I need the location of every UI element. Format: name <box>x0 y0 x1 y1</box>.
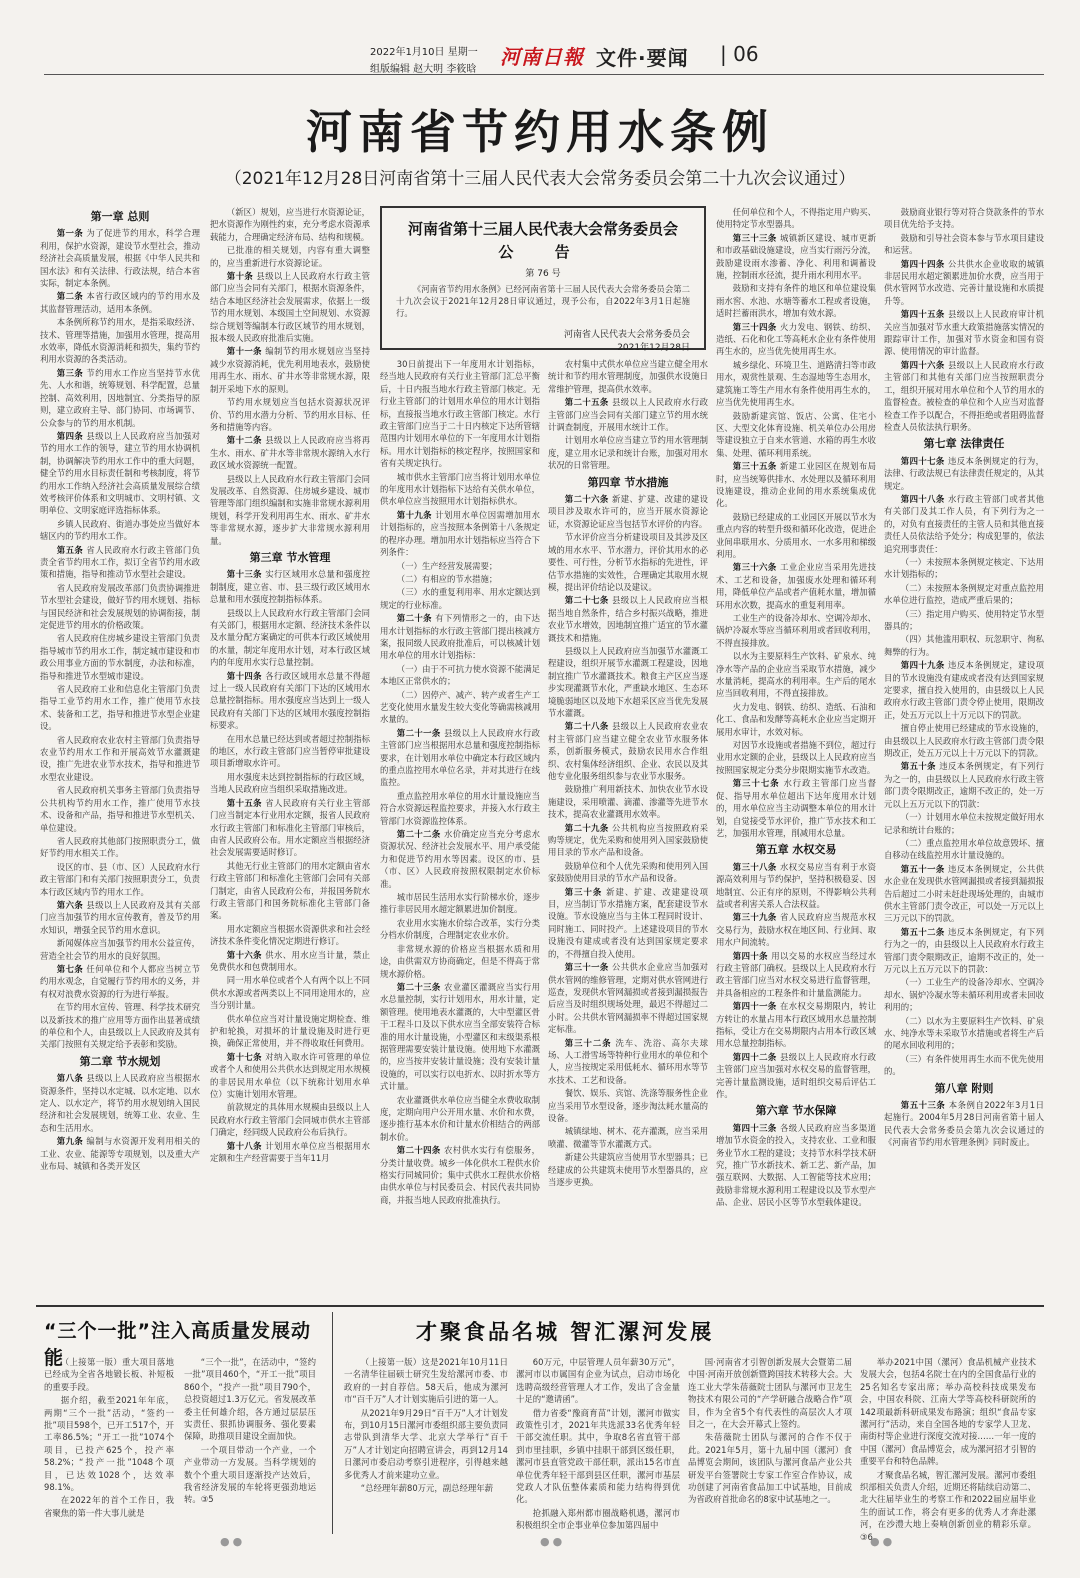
article-paragraph: 工业生产的设备冷却水、空调冷却水、锅炉冷凝水等应当循环利用或者回收利用，不得直接排放。 <box>716 613 876 648</box>
article-paragraph: 第二十一条 县级以上人民政府水行政主管部门应当根据用水总量和强度控制指标要求，在计划用水单位中确定本行政区域内的重点监控用水单位名录，并对其进行在线监控。 <box>380 727 541 788</box>
article-paragraph: 供水单位应当对计量设施定期检查、维护和轮换，对损坏的计量设施及时进行更换，确保正常使用，并不得收取任何费用。 <box>210 1013 370 1049</box>
article-number: 第八条 <box>56 1073 87 1084</box>
article-number: 第十五条 <box>226 797 266 808</box>
article-paragraph: 第十五条 省人民政府有关行业主管部门应当制定本行业用水定额，报省人民政府水行政主管部门和标准化主管部门审核后，由省人民政府公布。用水定额应当根据经济社会发展需要适时修订。 <box>210 797 371 858</box>
page-number-value: 06 <box>733 42 759 66</box>
article-number: 第二十二条 <box>396 829 444 840</box>
article-number: 第四十三条 <box>732 1122 780 1133</box>
article-paragraph: 乡镇人民政府、街道办事处应当做好本辖区内的节约用水工作。 <box>40 518 200 542</box>
article-paragraph: 县级以上人民政府应当加强节水灌溉工程建设，组织开展节水灌溉工程建设，因地制宜推广节水灌溉技术。粮食主产区应当逐步实现灌溉节水化，严重缺水地区、生态环境脆弱地区以及地下水超采区应当优先发展节水灌溉。 <box>548 645 708 718</box>
article-number: 第四十五条 <box>900 309 948 320</box>
chapter-heading: 第三章 节水管理 <box>249 550 331 564</box>
article-paragraph: 第四十条 用以交易的水权应当经过水行政主管部门确权。县级以上人民政府水行政主管部门应当对水权交易进行监督管理，并具备相应的工程条件和计量监测能力。 <box>716 950 877 998</box>
article-paragraph: 第十一条 编制节约用水规划应当坚持减少水资源消耗，优先利用地表水，鼓励使用再生水、雨水、矿井水等非常规水源，限制开采地下水的原则。 <box>210 346 371 394</box>
article-number: 第六条 <box>56 899 87 910</box>
article-paragraph: 第五十三条 本条例自2022年3月1日起施行。2004年5月28日河南省第十届人民代表大会常务委员会第九次会议通过的《河南省节约用水管理条例》同时废止。 <box>884 1100 1044 1148</box>
article-paragraph: 节水评价应当分析建设项目及其涉及区域的用水水平、节水潜力，评价其用水的必要性、可行性，分析节水指标的先进性，评估节水措施的实效性，合理确定其取用水规模，提出评价结论以及建议。 <box>548 532 708 592</box>
article-paragraph: （一）未按照本条例规定核定、下达用水计划指标的； <box>884 556 1044 580</box>
footer-dots: ●● <box>870 1535 896 1548</box>
article-number: 第四十一条 <box>732 1001 780 1012</box>
footer-dots: ●● <box>220 1535 246 1548</box>
article-paragraph: 第二十五条 县级以上人民政府水行政主管部门应当会同有关部门建立节约用水统计调查制度，开展用水统计工作。 <box>548 397 709 433</box>
article-paragraph: （三）有条件使用再生水而不优先使用的。 <box>884 1053 1044 1077</box>
article-number: 第五十一条 <box>900 863 948 874</box>
article-paragraph: 非常规水源的价格应当根据水质和用途，由供需双方协商确定，但是不得高于常规水源价格。 <box>380 943 540 979</box>
article-paragraph: 第十六条 供水、用水应当计量，禁止免费供水和包费制用水。 <box>210 949 371 972</box>
article-paragraph: 节约用水规划应当包括水资源状况评价、节约用水潜力分析、节约用水目标、任务和措施等内容。 <box>210 397 370 432</box>
article-number: 第五十三条 <box>900 1100 949 1111</box>
article-number: 第三十三条 <box>732 232 780 243</box>
article-number: 第三十四条 <box>732 321 780 332</box>
article-paragraph: 火力发电、钢铁、纺织、造纸、石油和化工、食品和发酵等高耗水企业应当定期开展用水审计，水效对标。 <box>716 701 876 737</box>
story-2-column-3 <box>688 1356 852 1526</box>
article-paragraph: 第十八条 计划用水单位应当根据用水定额和生产经营需要于当年11月 <box>210 1140 371 1164</box>
article-number: 第二十四条 <box>396 1145 444 1156</box>
article-number: 第五条 <box>56 544 87 555</box>
article-paragraph: 第五十二条 违反本条例规定，有下列行为之一的，由县级以上人民政府水行政主管部门责令限期改正，逾期不改正的，处一万元以上五万元以下的罚款： <box>884 926 1045 974</box>
headline: 河南省节约用水条例 <box>306 105 774 159</box>
article-paragraph: 前款规定的具体用水规模由县级以上人民政府水行政主管部门会同城市供水主管部门确定，经同级人民政府公布后执行。 <box>210 1102 370 1138</box>
article-number: 第二十六条 <box>564 494 612 505</box>
article-paragraph: 城市居民生活用水实行阶梯水价，逐步推行非居民用水超定额累进加价制度。 <box>380 892 540 915</box>
article-paragraph: 第九条 编制与水资源开发利用相关的工业、农业、能源等专项规划，以及重大产业布局、城镇和各类开发区 <box>40 1136 201 1172</box>
header-rule <box>44 74 1044 75</box>
story-paragraph: （上接第一版）这是2021年10月11日一名清华往届硕士研究生发给漯河市委、市政府的一封自荐信。58天后，他成为漯河市“百千万”人才计划实施后引进的第一人。 <box>344 1357 508 1405</box>
story-paragraph: 举办2021中国（漯河）食品机械产业技术发展大会，包括4名院士在内的全国食品行业的25名知名专家出席；举办高校科技成果发布会，中国农科院、江南大学等高校科研院所的142项最新科研成果发布路演；组织“食品专家漯河行”活动，来自全国各地的专家学人卫龙、南街村等企业进行深度交流对接……一年一度的中国（漯河）食品博览会，成为漯河招才引智的重要平台和特色品牌。 <box>860 1357 1036 1467</box>
article-number: 第一条 <box>56 228 87 239</box>
article-paragraph: 第三十七条 水行政主管部门应当督促、指导用水单位超出下达年度用水计划的，用水单位应当主动调整本单位的用水计划，自觉接受节水评价，推广节水技术和工艺，加强用水管理，削减用水总量。 <box>716 778 876 838</box>
article-paragraph: （四）其他滥用职权、玩忽职守、徇私舞弊的行为。 <box>884 634 1044 657</box>
article-paragraph: 第十三条 实行区域用水总量和强度控制制度，建立省、市、县三级行政区域用水总量和用水强度控制指标体系。 <box>210 569 371 605</box>
article-paragraph: 第二十八条 县级以上人民政府农业农村主管部门应当建立健全农业节水服务体系，创新服务模式，鼓励农民用水合作组织、农村集体经济组织、企业、农民以及其他专业化服务组织参与农业节水服务。 <box>548 721 709 781</box>
article-number: 第三十一条 <box>564 962 612 973</box>
article-number: 第四十四条 <box>900 258 948 269</box>
story-paragraph: 才聚食品名城，智汇漯河发展。漯河市委组织部相关负责人介绍，近期还将陆续启动第二、北大往届毕业生的考察工作和2022届应届毕业生的面试工作，将会有更多的优秀人才奔赴漯河，在沙澧大地上奏响创新创业的精彩乐章。③6 <box>860 1469 1036 1542</box>
article-paragraph: 第二十二条 水价确定应当充分考虑水资源状况、经济社会发展水平、用户承受能力和促进节约用水等因素。设区的市、县（市、区）人民政府按照权限制定水价标准。 <box>380 829 541 889</box>
article-paragraph: 第十四条 各行政区域用水总量不得超过上一级人民政府有关部门下达的区域用水总量控制指标。用水强度应当达到上一级人民政府有关部门下达的区域用水强度控制指标要求。 <box>210 670 371 731</box>
article-paragraph: 第三十三条 城镇新区建设、城市更新和市政基础设施建设，应当实行雨污分流，鼓励建设雨水渗蓄、净化、利用和调蓄设施，控制雨水径流，提升雨水利用水平。 <box>716 232 877 281</box>
article-paragraph: 第五十一条 违反本条例规定，公共供水企业在发现供水管网漏损或者接到漏损报告后超过二小时未赶赴现场处理的，由城市供水主管部门责令改正，可以处一万元以上三万元以下的罚款。 <box>884 863 1045 924</box>
article-number: 第三十条 <box>564 886 607 897</box>
article-paragraph: 省人民政府发展改革部门负责协调推进节水型社会建设，做好节约用水规划、指标与国民经济和社会发展规划的协调衔接，制定促进节约用水的价格政策。 <box>40 582 200 630</box>
chapter-heading: 第七章 法律责任 <box>923 437 1005 451</box>
article-paragraph: 同一用水单位或者个人有两个以上不同供水水源或者两类以上不同用途用水的，应当分别计量。 <box>210 975 370 1011</box>
story-1-headline: “三个一批”注入高质量发展动能 <box>44 1320 311 1369</box>
article-paragraph: 第四十二条 县级以上人民政府水行政主管部门应当加强对水权交易的监督管理，完善计量监测设施，适时组织交易后评估工作。 <box>716 1051 877 1100</box>
article-paragraph: （一）生产经营发展需要； <box>396 560 498 571</box>
announcement-org: 河南省第十三届人民代表大会常务委员会 <box>407 220 678 238</box>
article-paragraph: 第十二条 县级以上人民政府应当将再生水、雨水、矿井水等非常规水源纳入水行政区域水资源统一配置。 <box>210 435 371 471</box>
article-paragraph: 在节约用水宣传、管理、科学技术研究以及新技术的推广应用等方面作出显著成绩的单位和个人，由县级以上人民政府及其有关部门按照有关规定给予表彰和奖励。 <box>40 1002 200 1050</box>
article-paragraph: 餐饮、娱乐、宾馆、洗涤等服务性企业应当采用节水型设备，逐步淘汰耗水量高的设备。 <box>548 1088 708 1123</box>
article-paragraph: 第八条 县级以上人民政府应当根据水资源条件，坚持以水定城、以水定地、以水定人、以水定产，将节约用水规划纳入国民经济和社会发展规划，统筹工业、农业、生态和生活用水。 <box>40 1073 201 1133</box>
article-number: 第五十条 <box>900 761 940 772</box>
article-paragraph: （二）未按照本条例规定对重点监控用水单位进行监控，造成严重后果的； <box>884 582 1044 606</box>
article-paragraph: 第二十四条 农村供水实行有偿服务，分类计量收费。城乡一体化供水工程供水价格实行同城同价；集中式供水工程供水价格由供水单位与村民委员会、村民代表共同协商，并报当地人民政府批准执行。 <box>380 1145 541 1205</box>
article-paragraph: 第四十七条 违反本条例规定的行为，法律、行政法规已有法律责任规定的，从其规定。 <box>884 455 1045 491</box>
article-paragraph: 在用水总量已经达到或者超过控制指标的地区，水行政主管部门应当暂停审批建设项目新增取水许可。 <box>210 733 370 769</box>
article-paragraph: （三）指定用户购买、使用特定节水型器具的； <box>884 608 1044 631</box>
announcement-kind: 公 告 <box>498 243 588 261</box>
article-paragraph: 省人民政府机关事务主管部门负责指导公共机构节约用水工作，推广使用节水技术、设备和产品，指导和推进节水型机关、单位建设。 <box>40 785 200 833</box>
article-paragraph: 第三十一条 公共供水企业应当加强对供水管网的维修管理，定期对供水管网进行巡查，发现供水管网漏损或者接到漏损报告后应当及时组织规场处理，最迟不得超过二小时。公共供水管网漏损率不得超过国家规定标准。 <box>548 962 709 1035</box>
story-paragraph: 朱蓓薇院士团队与漯河的合作不仅于此。2021年5月，第十九届中国（漯河）食品博览会期间，该团队与漯河食品产业公共研发平台签署院士专家工作室合作协议，成功创建了河南省食品加工中试基地，目前成为省政府首批命名的8家中试基地之一。 <box>688 1432 852 1505</box>
article-paragraph: 第三十六条 工业企业应当采用先进技术、工艺和设备，加强废水处理和循环利用，降低单位产品或者产值耗水量，增加循环用水次数，提高水的重复利用率。 <box>716 562 877 610</box>
story-paragraph: 国·河南省才引智创新发展大会暨第二届中国·河南开放创新暨跨国技术转移大会。大连工业大学朱蓓薇院士团队与漯河市卫龙生物技术有限公司的“产学研融合战略合作”项目，作为全省5个有代表性的高层次人才项目之一，在大会开幕式上签约。 <box>688 1357 852 1430</box>
sub-headline: （2021年12月28日河南省第十三届人民代表大会常务委员会第二十九次会议通过） <box>224 169 856 189</box>
article-number: 第十八条 <box>226 1140 266 1151</box>
page-editors: 组版编辑 赵大明 李筱晗 <box>370 64 477 75</box>
article-paragraph: 农业用水实施水价综合改革，实行分类分档水价制度，合理制定农业水价。 <box>380 917 540 941</box>
article-paragraph: 第四十九条 违反本条例规定，建设项目的节水设施没有建成或者没有达到国家规定要求，擅自投入使用的，由县级以上人民政府水行政主管部门责令停止使用，限期改正，处五万元以上十万元以下的罚款。 <box>884 660 1045 720</box>
story-2-column-2 <box>516 1356 680 1531</box>
article-paragraph: 设区的市、县（市、区）人民政府水行政主管部门和有关部门按照职责分工，负责本行政区域内节约用水工作。 <box>40 861 200 897</box>
story-2-headline: 才聚食品名城 智汇漯河发展 <box>416 1320 715 1344</box>
article-paragraph: 鼓励单位和个人优先采购和使用列入国家鼓励使用目录的节水产品和设备。 <box>548 860 708 884</box>
article-paragraph: 鼓励已经建成的工业园区开展以节水为重点内容的转型升级和循环化改造，促进企业间串联用水、分质用水、一水多用和梯级利用。 <box>716 511 876 559</box>
section-name: 文件·要闻 <box>596 46 689 70</box>
newspaper-logo: 河南日報 <box>500 45 584 69</box>
story-paragraph: （上接第一版）重大项目落地已经成为全省各地锻长板、补短板的重要手段。 <box>44 1357 174 1392</box>
article-number: 第二条 <box>56 291 87 302</box>
article-paragraph: （二）因停产、减产、转产或者生产工艺变化使用水量发生较大变化等确需核减用水量的。 <box>380 689 540 725</box>
article-number: 第十二条 <box>226 435 266 446</box>
article-paragraph: 计划用水单位应当建立节约用水管理制度，建立用水记录和统计台账，加强对用水状况的日常管理。 <box>548 435 708 471</box>
article-number: 第二十条 <box>396 613 436 624</box>
article-number: 第二十七条 <box>564 595 612 606</box>
story-paragraph: 据介绍，截至2021年年底，两期“三个一批”活动，“签约一批”项目598个，已开工517个，开工率86.5%；“开工一批”1074个项目，已投产625个，投产率58.2%；“投产一批”1048个项目，已达效1028个，达效率98.1%。 <box>44 1395 174 1493</box>
article-paragraph: 第三十八条 水权交易应当有利于水资源高效利用与节约保护，坚持积极稳妥、因地制宜、公正有序的原则，不得影响公共利益或者利害关系人合法权益。 <box>716 861 877 909</box>
article-number: 第二十一条 <box>396 727 444 738</box>
article-number: 第二十三条 <box>396 981 444 992</box>
article-paragraph: （新区）规划，应当进行水资源论证，把水资源作为刚性约束，充分考虑水资源承载能力，合理确定经济布局、结构和规模。 <box>210 207 370 242</box>
story-paragraph: “总经理年薪80万元，副总经理年薪 <box>360 1483 494 1494</box>
article-paragraph: 省人民政府工业和信息化主管部门负责指导工业节约用水工作，推广使用节水技术、装备和工艺，指导和推进节水型企业建设。 <box>40 684 200 732</box>
section-divider <box>36 1305 1044 1307</box>
article-paragraph: 30日前提出下一年度用水计划指标，经当地人民政府有关行业主管部门汇总平衡后，十日内报当地水行政主管部门核定。无行业主管部门的计划用水单位的用水计划指标，直接报当地水行政主管部门核定。水行政主管部门应当于二十日内核定下达所管辖范围内计划用水单位的下一年度用水计划指标。用水计划指标的核定程序，按照国家和省有关规定执行。 <box>380 359 540 469</box>
announcement-signature <box>396 329 690 355</box>
article-number: 第四十九条 <box>900 660 948 671</box>
article-number: 第十七条 <box>226 1051 266 1062</box>
article-paragraph: 第四十六条 县级以上人民政府水行政主管部门和其他有关部门应当按照职责分工，组织开展对用水单位和个人节约用水的监督检查。被检查的单位和个人应当对监督检查工作予以配合，不得拒绝或者阻碍监督检查人员依法执行职务。 <box>884 359 1045 432</box>
article-number: 第三十二条 <box>564 1037 616 1048</box>
article-paragraph: 第四十四条 公共供水企业收取的城镇非居民用水超定额累进加价水费，应当用于供水管网节水改造、完善计量设施和水质提升等。 <box>884 258 1045 306</box>
announcement-date: 2021年12月28日 <box>617 343 690 353</box>
article-paragraph: 鼓励和支持有条件的地区和单位建设集雨水窖、水池、水塘等蓄水工程或者设施，适时拦蓄雨洪水，增加有效水源。 <box>716 283 876 319</box>
article-number: 第三十七条 <box>732 778 784 789</box>
article-number: 第十三条 <box>226 569 266 580</box>
article-paragraph: 省人民政府住房城乡建设主管部门负责指导城市节约用水工作，制定城市建设和市政公用事业方面的节水制度，办法和标准，指导和推进节水型城市建设。 <box>40 633 200 681</box>
article-paragraph: 用水强度未达到控制指标的行政区域，当地人民政府应当组织采取措施改进。 <box>210 771 370 795</box>
article-paragraph: 农业灌溉供水单位应当健全水费收取制度，定期向用户公开用水量、水价和水费，逐步推行基本水价和计量水价相结合的两部制水价。 <box>380 1094 540 1142</box>
story-1-column-1 <box>44 1356 174 1526</box>
article-paragraph: 任何单位和个人，不得指定用户购买、使用特定节水型器具。 <box>716 207 876 230</box>
article-paragraph: 新闻媒体应当加强节约用水公益宣传，营造全社会节约用水的良好氛围。 <box>40 938 200 961</box>
article-number: 第二十五条 <box>564 397 612 408</box>
article-paragraph: 已批准的相关规划，内容有重大调整的，应当重新进行水资源论证。 <box>210 245 370 268</box>
article-number: 第五十二条 <box>900 926 948 937</box>
article-paragraph: 第三十二条 洗车、洗浴、高尔夫球场、人工滑雪场等特种行业用水的单位和个人，应当按规定采用低耗水、循环用水等节水技术、工艺和设备。 <box>548 1037 708 1085</box>
article-number: 第三十九条 <box>732 912 780 923</box>
article-paragraph: 对因节水设施或者措施不到位，超过行业用水定额的企业，县级以上人民政府应当按照国家规定分类分步限期实施节水改造。 <box>716 740 876 775</box>
article-paragraph: 农村集中式供水单位应当建立健全用水统计和节约用水管理制度，加强供水设施日常维护管理，提高供水效率。 <box>548 359 708 394</box>
article-paragraph: 第四十五条 县级以上人民政府审计机关应当加强对节水重大政策措施落实情况的跟踪审计工作，加强对节水资金和国有资源、使用情况的审计监督。 <box>884 309 1045 357</box>
article-number: 第三十八条 <box>732 861 780 872</box>
story-1-column-2 <box>184 1356 316 1526</box>
article-paragraph: 第五十条 违反本条例规定，有下列行为之一的，由县级以上人民政府水行政主管部门责令限期改正，逾期不改正的，处一万元以上五万元以下的罚款： <box>884 761 1045 809</box>
chapter-heading: 第四章 节水措施 <box>587 475 669 489</box>
article-paragraph: 第五条 省人民政府水行政主管部门负责全省节约用水工作，拟订全省节约用水政策和措施，指导和推动节水型社会建设。 <box>40 544 201 580</box>
article-number: 第七条 <box>56 963 87 974</box>
article-paragraph: 鼓励商业银行等对符合贷款条件的节水项目优先给予支持。 <box>884 207 1044 230</box>
article-number: 第十四条 <box>226 670 266 681</box>
article-paragraph: 擅自停止使用已经建成的节水设施的，由县级以上人民政府水行政主管部门责令限期改正，处五万元以上十万元以下的罚款。 <box>884 723 1044 759</box>
article-paragraph: 鼓励新建宾馆、饭店、公寓、住宅小区、大型文化体育设施、机关单位办公用房等建设独立于自来水管道、水箱的再生水收集、处理、循环利用系统。 <box>716 410 876 458</box>
article-paragraph: （二）重点监控用水单位故意毁坏、擅自移动在线监控用水计量设施的。 <box>884 837 1044 861</box>
announcement-box <box>380 206 706 353</box>
article-paragraph: 第三十四条 火力发电、钢铁、纺织、造纸、石化和化工等高耗水企业有条件使用再生水的，应当优先使用再生水。 <box>716 321 877 357</box>
article-paragraph: （一）由于不可抗力使水资源不能满足本地区正常供水的； <box>380 663 540 687</box>
announcement-number: 第 76 号 <box>525 269 561 279</box>
column-separator <box>332 1312 333 1534</box>
article-paragraph: （二）有相应的节水措施； <box>396 573 498 584</box>
article-paragraph: 第十七条 对纳入取水许可管理的单位或者个人和使用公共供水达到规定用水规模的非居民用水单位（以下统称计划用水单位）实施计划用水管理。 <box>210 1051 371 1100</box>
article-number: 第四条 <box>56 430 87 441</box>
article-paragraph: 第四条 县级以上人民政府应当加强对节约用水工作的领导，建立节约用水协调机制，协调解决节约用水工作中的重大问题，健全节约用水目标责任制和考核制度，将节约用水工作纳入经济社会高质量发展综合绩效考核评价体系和文明城市、文明村镇、文明单位、文明家庭评选指标体系。 <box>40 430 201 516</box>
article-paragraph: 第四十一条 在水权交易期限内，转让方转让的水量占用本行政区域用水总量控制指标，受让方在交易期限内占用本行政区域用水总量控制指标。 <box>716 1001 877 1049</box>
announcement-signer: 河南省人民代表大会常务委员会 <box>563 330 690 340</box>
story-paragraph: 借力省委“豫商育苗”计划，漯河市做实政策性引才，2021年共选派33名优秀年轻干部交流任职。其中，争取8名省直管干部到市里挂职，乡镇中挂职干部到区级任职，漯河市县直管党政干部任职，派出15名市直单位优秀年轻干部到县区任职，漯河市基层党政人才队伍整体素质和能力结构得到优化。 <box>516 1407 680 1505</box>
article-paragraph: 第四十三条 各级人民政府应当多渠道增加节水资金的投入，支持农业、工业和服务业节水工程的建设；支持节水科学技术研究，推广节水新技术、新工艺、新产品，加强互联网、大数据、人工智能等技术应用；鼓励非常规水源利用工程建设以及节水型产品、企业、居民小区等节水型载体建设。 <box>716 1122 877 1208</box>
article-paragraph: 第二十条 有下列情形之一的，由下达用水计划指标的水行政主管部门提出核减方案，报同级人民政府批准后，可以核减计划用水单位的用水计划指标： <box>380 613 541 661</box>
story-paragraph: 60万元，中层管理人员年薪30万元”，漯河市以市属国有企业为试点，启动市场化选聘高级经营管理人才工作，发出了含金量十足的“邀请函”。 <box>516 1357 680 1405</box>
article-number: 第十九条 <box>396 509 436 520</box>
article-number: 第四十六条 <box>900 359 948 370</box>
article-number: 第十六条 <box>226 949 266 960</box>
article-paragraph: 鼓励推广利用新技术、加快农业节水设施建设，采用喷灌、滴灌、渗灌等先进节水技术，提高农业灌溉用水效率。 <box>548 784 708 820</box>
article-paragraph: 第二十七条 县级以上人民政府应当根据当地自然条件，结合乡村振兴战略，推进农业节水增效，因地制宜推广适宜的节水灌溉技术和措施。 <box>548 595 709 643</box>
article-paragraph: 其他无行业主管部门的用水定额由省水行政主管部门和标准化主管部门会同有关部门制定，由省人民政府公布，并报国务院水行政主管部门和国务院标准化主管部门备案。 <box>210 860 370 921</box>
chapter-heading: 第八章 附则 <box>934 1081 994 1095</box>
article-paragraph: 第六条 县级以上人民政府及其有关部门应当加强节约用水宣传教育，普及节约用水知识，增强全民节约用水意识。 <box>40 899 201 935</box>
article-paragraph: 省人民政府其他部门按照职责分工，做好节约用水相关工作。 <box>40 835 200 859</box>
article-number: 第二十八条 <box>564 721 612 732</box>
article-paragraph: 省人民政府农业农村主管部门负责指导农业节约用水工作和开展高效节水灌溉建设，推广先进农业节水技术，指导和推进节水型农业建设。 <box>40 734 200 782</box>
article-number: 第十一条 <box>226 346 266 357</box>
article-number: 第三十六条 <box>732 562 780 573</box>
article-paragraph: 以水为主要原料生产饮料、矿泉水、纯净水等产品的企业应当采取节水措施，减少水量消耗，提高水的利用率。生产后的尾水应当回收利用，不得直接排放。 <box>716 651 876 699</box>
article-paragraph: 第三条 节约用水工作应当坚持节水优先、人水和谐，统筹规划、科学配置，总量控制、高效利用，因地制宜、分类指导的原则，建立政府主导、部门协同、市场调节、公众参与的节约用水机制。 <box>40 367 201 428</box>
article-paragraph: （一）工业生产的设备冷却水、空调冷却水、锅炉冷凝水等未循环利用或者未回收利用的； <box>884 977 1044 1013</box>
chapter-heading: 第一章 总则 <box>90 210 150 223</box>
story-2-column-4 <box>860 1356 1036 1542</box>
article-paragraph: 用水定额应当根据水资源供求和社会经济技术条件变化情况定期进行修订。 <box>210 923 370 947</box>
announcement-text: 《河南省节约用水条例》已经河南省第十三届人民代表大会常务委员会第二十九次会议于2021年12月28日审议通过，现予公布，自2022年3月1日起施行。 <box>396 284 690 318</box>
article-paragraph: 第三十九条 省人民政府应当规范水权交易行为，鼓励水权在地区间、行业间、取用水户间流转。 <box>716 912 877 948</box>
story-paragraph: “三个一批”，在活动中，“签约一批”项目460个，“开工一批”项目860个，“投产一批”项目790个，总投资超过1.3万亿元。省发展改革委主任何雄介绍，各方通过层层压实责任、狠抓协调服务、强化要素保障，助推项目建设全面加快。 <box>184 1357 316 1442</box>
article-paragraph: 第七条 任何单位和个人都应当树立节约用水观念，自觉履行节约用水的义务，并有权对浪费水资源的行为进行举报。 <box>40 963 201 999</box>
article-paragraph: 第二十六条 新建、扩建、改建的建设项目涉及取水许可的，应当开展水资源论证，水资源论证应当包括节水评价的内容。 <box>548 494 709 529</box>
story-paragraph: 一个项目带动一个产业，一个产业带动一方发展。当科学规划的数个个重大项目逐渐投产达效后，我省经济发展的车轮将更强劲地运转。③5 <box>184 1444 316 1505</box>
article-paragraph: 本条例所称节约用水，是指采取经济、技术、管理等措施，加强用水管理，提高用水效率，降低水资源消耗和损失，集约节约利用水资源的各类活动。 <box>40 317 200 365</box>
article-paragraph: 第二条 本省行政区域内的节约用水及其监督管理活动，适用本条例。 <box>40 291 201 314</box>
footer-dots: ●● <box>540 1535 566 1548</box>
article-paragraph: 第二十三条 农业灌区灌溉应当实行用水总量控制，实行计划用水，用水计量，定额管理。使用地表水灌溉的，大中型灌区骨干工程斗口及以下供水应当全部安装符合标准的用水计量设施，小型灌区和末级渠系根据管理需要安装计量设施。使用地下水灌溉的，应当按井安装计量设施；没有安装计量设施的，可以实行以电折水、以时折水等方式计量。 <box>380 981 541 1092</box>
article-paragraph: 城镇绿地、树木、花卉灌溉，应当采用喷灌、微灌等节水灌溉方式。 <box>548 1126 708 1149</box>
article-paragraph: 县级以上人民政府水行政主管部门会同有关部门，根据用水定额、经济技术条件以及水量分配方案确定的可供本行政区域使用的水量，制定年度用水计划，对本行政区域内的年度用水实行总量控制。 <box>210 607 370 668</box>
article-number: 第四十条 <box>732 950 772 961</box>
story-paragraph: 抢抓融入郑州都市圈战略机遇，漯河市积极组织全市企事业单位参加第四届中 <box>516 1507 680 1531</box>
article-paragraph: （一）计划用水单位未按规定做好用水记录和统计台账的； <box>884 812 1044 835</box>
chapter-heading: 第六章 节水保障 <box>755 1104 837 1118</box>
chapter-heading: 第二章 节水规划 <box>79 1054 161 1068</box>
article-paragraph: 重点监控用水单位的用水计量设施应当符合水资源远程监控要求，并接入水行政主管部门水资源监控体系。 <box>380 790 540 826</box>
article-paragraph: 城乡绿化、环境卫生、道路清扫等市政用水，观赏性景观、生态湿地等生态用水，建筑施工等生产用水有条件使用再生水的，应当优先使用再生水。 <box>716 359 876 408</box>
article-paragraph: 城市供水主管部门应当将计划用水单位的年度用水计划指标下达给有关供水单位，供水单位应当按照用水计划指标供水。 <box>380 471 540 507</box>
article-paragraph: 第十九条 计划用水单位因需增加用水计划指标的，应当按照本条例第十八条规定的程序办理。增加用水计划指标应当符合下列条件： <box>380 509 541 558</box>
article-number: 第四十七条 <box>900 455 948 466</box>
article-paragraph: 新建公共建筑应当使用节水型器具；已经建成的公共建筑未使用节水型器具的，应当逐步更换。 <box>548 1152 708 1187</box>
article-paragraph: 县级以上人民政府水行政主管部门会同发展改革、自然资源、住房城乡建设、城市管理等部门组织编制和实施非常规水源利用规划，科学开发利用再生水、雨水、矿井水等非常规水源，逐步扩大非常规水源利用量。 <box>210 473 370 546</box>
page-number: | 06 <box>720 42 759 66</box>
article-paragraph: 第四十八条 水行政主管部门或者其他有关部门及其工作人员，有下列行为之一的，对负有直接责任的主管人员和其他直接责任人员依法给予处分；构成犯罪的，依法追究刑事责任： <box>884 493 1045 554</box>
article-paragraph: 第三十五条 新建工业园区在规划布局时，应当统筹供排水、水处理以及循环利用设施建设，推动企业间的用水系统集成优化。 <box>716 461 877 509</box>
page-header <box>0 40 1080 74</box>
article-number: 第四十二条 <box>732 1051 780 1062</box>
article-paragraph: 第十条 县级以上人民政府水行政主管部门应当会同有关部门，根据水资源条件，结合本地区经济社会发展需求，依据上一级节约用水规划、本级国土空间规划、水资源综合规划等编制本行政区域节约用水规划，报本级人民政府批准后实施。 <box>210 271 371 344</box>
article-number: 第十条 <box>226 271 257 282</box>
article-number: 第二十九条 <box>564 822 612 833</box>
article-paragraph: （三）水的重复利用率、用水定额达到规定的行业标准。 <box>380 587 540 610</box>
issue-date: 2022年1月10日 星期一 <box>370 47 478 58</box>
article-number: 第九条 <box>56 1136 87 1147</box>
article-paragraph: 第二十九条 公共机构应当按照政府采购等规定，优先采购和使用列入国家鼓励使用目录的节水产品和设备。 <box>548 822 709 858</box>
article-paragraph: 鼓励和引导社会资本参与节水项目建设和运营。 <box>884 232 1044 256</box>
chapter-heading: 第五章 水权交易 <box>755 843 837 857</box>
article-paragraph: （二）以水为主要原料生产饮料、矿泉水、纯净水等未采取节水措施或者将生产后的尾水回收利用的； <box>884 1015 1044 1051</box>
story-2-column-1 <box>344 1356 508 1526</box>
article-number: 第三十五条 <box>732 461 780 472</box>
article-number: 第四十八条 <box>900 493 948 504</box>
article-paragraph: 第三十条 新建、扩建、改建建设项目，应当制订节水措施方案，配套建设节水设施。节水设施应当与主体工程同时设计、同时施工、同时投产。上述建设项目的节水设施没有建成或者没有达到国家规定要求的，不得擅自投入使用。 <box>548 886 709 959</box>
story-paragraph: 从2021年9月29日“百千万”人才计划发布，到10月15日漯河市委组织部主要负责同志带队到清华大学、北京大学举行“百千万”人才计划定向招聘宣讲会，再到12月14日漯河市委启动考察引进程序，引得越来越多优秀人才前来建功立业。 <box>344 1407 508 1480</box>
story-paragraph: 在2022年的首个工作日，我省聚焦的第一件大事儿就是 <box>44 1495 174 1518</box>
article-paragraph: 第一条 为了促进节约用水，科学合理利用，保护水资源，建设节水型社会，推动经济社会高质量发展，根据《中华人民共和国水法》和有关法律、行政法规，结合本省实际，制定本条例。 <box>40 228 201 289</box>
article-number: 第三条 <box>56 367 87 378</box>
